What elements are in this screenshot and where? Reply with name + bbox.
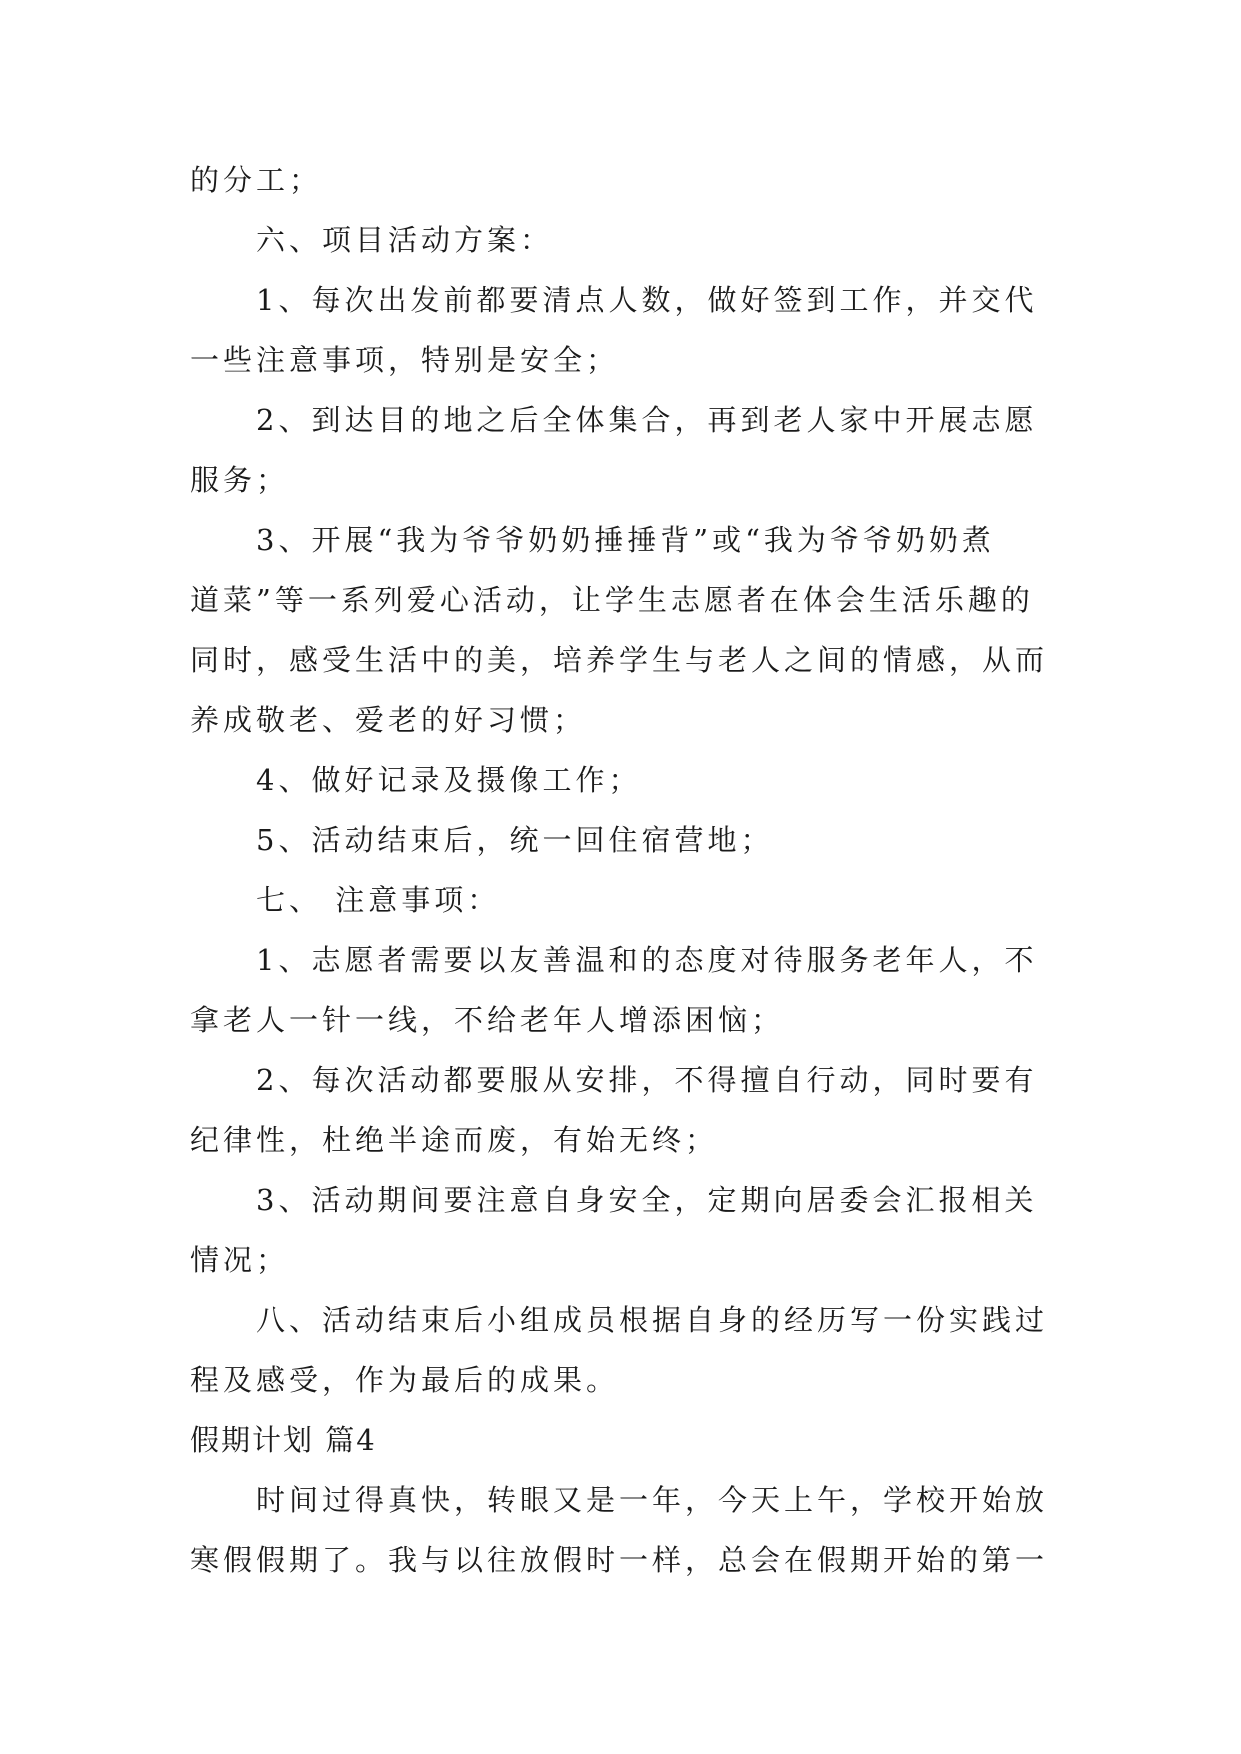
text-line: 5、活动结束后，统一回住宿营地； (256, 823, 774, 857)
text-line: 4、做好记录及摄像工作； (256, 763, 642, 797)
text-line: 道菜”等一系列爱心活动，让学生志愿者在体会生活乐趣的 (190, 583, 1034, 617)
text-line: 养成敬老、爱老的好习惯； (190, 703, 587, 737)
document-body (190, 150, 1065, 1590)
text-line: 服务； (190, 463, 290, 497)
text-line: 3、活动期间要注意自身安全，定期向居委会汇报相关 (256, 1183, 1038, 1217)
article-title: 假期计划 篇4 (190, 1423, 377, 1457)
text-line: 3、开展“我为爷爷奶奶捶捶背”或“我为爷爷奶奶煮 (256, 523, 995, 557)
text-line: 一些注意事项，特别是安全； (190, 343, 620, 377)
text-line: 2、到达目的地之后全体集合，再到老人家中开展志愿 (256, 403, 1038, 437)
text-line: 同时，感受生活中的美，培养学生与老人之间的情感，从而 (190, 643, 1049, 677)
text-line: 纪律性，杜绝半途而废，有始无终； (190, 1123, 719, 1157)
text-line: 情况； (190, 1243, 290, 1277)
text-line: 寒假假期了。我与以往放假时一样，总会在假期开始的第一 (190, 1543, 1049, 1577)
text-line: 1、志愿者需要以友善温和的态度对待服务老年人，不 (256, 943, 1038, 977)
text-line: 程及感受，作为最后的成果。 (190, 1363, 620, 1397)
text-line: 的分工； (190, 163, 323, 197)
text-line: 时间过得真快，转眼又是一年，今天上午，学校开始放 (256, 1483, 1049, 1517)
text-line: 2、每次活动都要服从安排，不得擅自行动，同时要有 (256, 1063, 1038, 1097)
text-line: 1、每次出发前都要清点人数，做好签到工作，并交代 (256, 283, 1038, 317)
section-heading-eight: 八、活动结束后小组成员根据自身的经历写一份实践过 (256, 1303, 1049, 1337)
section-heading-seven: 七、 注意事项： (256, 883, 501, 917)
text-line: 拿老人一针一线，不给老年人增添困恼； (190, 1003, 785, 1037)
section-heading-six: 六、项目活动方案： (256, 223, 554, 257)
